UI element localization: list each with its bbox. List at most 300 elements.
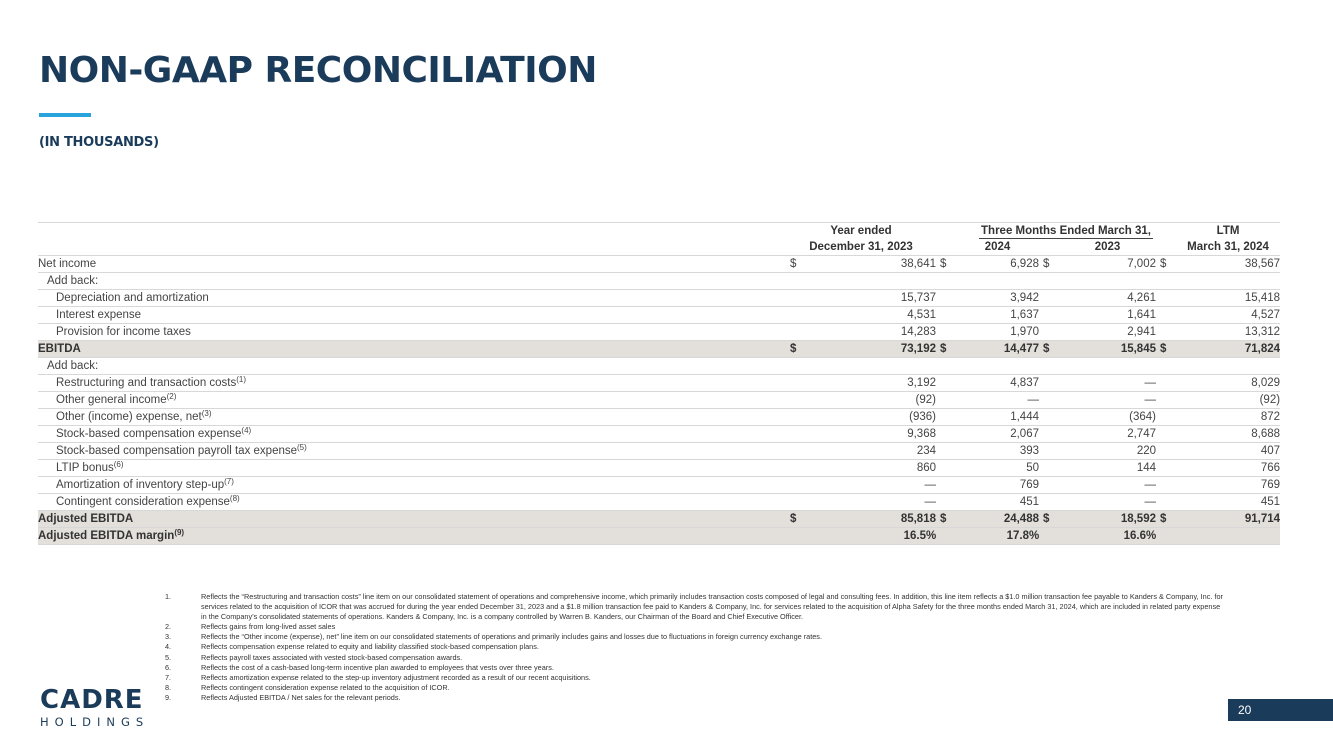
table-row bbox=[38, 528, 1280, 545]
currency-cell bbox=[1156, 290, 1176, 307]
reconciliation-table bbox=[38, 222, 1280, 545]
row-label bbox=[38, 341, 786, 358]
value-text: 451 bbox=[1260, 496, 1281, 508]
footnote-text: Reflects the cost of a cash-based long-term incentive plan awarded to employees that vests over three years. bbox=[201, 662, 554, 672]
currency-cell bbox=[786, 273, 806, 290]
value-cell bbox=[1059, 494, 1156, 511]
currency-cell bbox=[1156, 358, 1176, 375]
currency-cell bbox=[786, 324, 806, 341]
currency-cell bbox=[936, 375, 956, 392]
currency-cell bbox=[1039, 290, 1059, 307]
footnote-text: Reflects amortization expense related to the step-up inventory adjustment recorded as a result of our recent acquisitions. bbox=[201, 672, 591, 682]
footnote-text: Reflects the “Other income (expense), net” line item on our consolidated statements of operations and primarily includes gains and losses due to fluctuations in foreign currency exchange rates. bbox=[201, 632, 822, 642]
company-logo bbox=[40, 687, 149, 729]
row-label-text: Stock-based compensation expense bbox=[56, 428, 242, 440]
value-cell bbox=[806, 409, 936, 426]
currency-cell: $ bbox=[786, 256, 806, 273]
currency-cell bbox=[936, 477, 956, 494]
value-text: 769 bbox=[1019, 479, 1039, 491]
currency-cell bbox=[786, 290, 806, 307]
value-cell bbox=[1059, 443, 1156, 460]
title-accent-bar bbox=[39, 113, 91, 117]
row-label-text: Stock-based compensation payroll tax expense bbox=[56, 445, 298, 457]
footnote-item bbox=[165, 673, 1225, 683]
row-label bbox=[38, 358, 786, 375]
currency-cell bbox=[936, 307, 956, 324]
value-cell bbox=[956, 290, 1039, 307]
value-cell bbox=[1176, 511, 1280, 528]
row-label bbox=[38, 256, 786, 273]
value-cell bbox=[956, 426, 1039, 443]
currency-cell bbox=[936, 494, 956, 511]
table-row bbox=[38, 392, 1280, 409]
value-cell bbox=[1176, 528, 1280, 545]
value-cell bbox=[806, 375, 936, 392]
currency-cell: $ bbox=[1039, 511, 1059, 528]
value-cell bbox=[1176, 273, 1280, 290]
row-label bbox=[38, 392, 786, 409]
footnote-number: 3. bbox=[165, 632, 172, 642]
row-label bbox=[38, 494, 786, 511]
currency-cell bbox=[1039, 460, 1059, 477]
footnote-item bbox=[165, 622, 1225, 632]
currency-cell bbox=[1039, 375, 1059, 392]
row-label bbox=[38, 290, 786, 307]
currency-cell bbox=[1156, 324, 1176, 341]
value-cell bbox=[1059, 528, 1156, 545]
value-text: 71,824 bbox=[1244, 343, 1281, 355]
value-cell bbox=[1059, 426, 1156, 443]
value-cell bbox=[1059, 290, 1156, 307]
currency-cell bbox=[1039, 273, 1059, 290]
value-cell bbox=[1176, 358, 1280, 375]
currency-cell bbox=[1039, 307, 1059, 324]
value-text: 73,192 bbox=[900, 343, 936, 355]
col-header-ltm: LTM bbox=[1176, 223, 1280, 240]
value-text: 769 bbox=[1260, 479, 1281, 491]
value-text: 220 bbox=[1136, 445, 1156, 457]
footnote-number: 5. bbox=[165, 652, 172, 662]
currency-cell bbox=[936, 290, 956, 307]
percent-sign: % bbox=[926, 530, 937, 542]
currency-cell bbox=[1156, 528, 1176, 545]
currency-cell bbox=[1039, 477, 1059, 494]
row-label bbox=[38, 528, 786, 545]
value-cell bbox=[806, 358, 936, 375]
value-cell bbox=[806, 528, 936, 545]
table-row bbox=[38, 256, 1280, 273]
footnote-ref: (5) bbox=[297, 443, 307, 452]
value-cell bbox=[806, 477, 936, 494]
footnote-item bbox=[165, 653, 1225, 663]
value-text: — bbox=[1144, 394, 1156, 406]
value-cell bbox=[806, 443, 936, 460]
value-cell bbox=[1059, 307, 1156, 324]
value-cell bbox=[806, 426, 936, 443]
value-cell bbox=[1176, 375, 1280, 392]
value-cell bbox=[806, 273, 936, 290]
value-text: 407 bbox=[1260, 445, 1281, 457]
currency-cell bbox=[1039, 358, 1059, 375]
value-text: 91,714 bbox=[1244, 513, 1281, 525]
value-text: 4,531 bbox=[907, 309, 936, 321]
footnote-ref: (7) bbox=[224, 477, 234, 486]
currency-cell bbox=[786, 494, 806, 511]
table-row bbox=[38, 375, 1280, 392]
value-cell bbox=[1059, 409, 1156, 426]
row-label-text: Interest expense bbox=[56, 309, 142, 321]
value-text: 8,029 bbox=[1251, 377, 1281, 389]
row-label bbox=[38, 409, 786, 426]
footnote-text: Reflects the “Restructuring and transaction costs” line item on our consolidated statement of operations and comprehensive income, which primarily includes transaction costs composed of legal and consulting fees. In addition, this line item reflects a $1.0 million transaction fee payable to Kanders & Company, Inc. for services related to the acquisition of ICOR that was accrued for during the year ended December 31, 2023 and a $1.8 million transaction fee paid to Kanders & Company, Inc. for services related to the acquisition of Alpha Safety for the three months ended March 31, 2024, which are included in related party expense in the Company’s consolidated statements of operations. Kanders & Company, Inc. is a company controlled by Warren B. Kanders, our Chairman of the Board and Chief Executive Officer. bbox=[201, 592, 1223, 622]
currency-cell: $ bbox=[1156, 511, 1176, 528]
row-label bbox=[38, 511, 786, 528]
row-label bbox=[38, 273, 786, 290]
col-header-2023: 2023 bbox=[1059, 239, 1156, 256]
value-text: 4,527 bbox=[1251, 309, 1281, 321]
value-cell bbox=[1059, 392, 1156, 409]
value-text: 1,444 bbox=[1010, 411, 1039, 423]
percent-sign: % bbox=[1029, 530, 1040, 542]
row-label-text: Amortization of inventory step-up bbox=[56, 479, 225, 491]
col-header-2024: 2024 bbox=[956, 239, 1039, 256]
value-text: — bbox=[1144, 377, 1156, 389]
row-label-text: Provision for income taxes bbox=[56, 326, 191, 338]
currency-cell bbox=[936, 460, 956, 477]
value-cell bbox=[956, 358, 1039, 375]
value-text: 16.6 bbox=[1123, 530, 1146, 542]
value-cell bbox=[956, 341, 1039, 358]
currency-cell: $ bbox=[1039, 341, 1059, 358]
value-text: — bbox=[1027, 394, 1039, 406]
value-text: 15,845 bbox=[1120, 343, 1156, 355]
row-label bbox=[38, 375, 786, 392]
value-cell bbox=[1176, 494, 1280, 511]
value-text: 1,637 bbox=[1010, 309, 1039, 321]
currency-cell: $ bbox=[1156, 341, 1176, 358]
value-text: 17.8 bbox=[1006, 530, 1029, 542]
currency-cell bbox=[786, 443, 806, 460]
table-row bbox=[38, 511, 1280, 528]
value-text: (92) bbox=[1259, 394, 1281, 406]
value-cell bbox=[1059, 341, 1156, 358]
value-text: 144 bbox=[1136, 462, 1156, 474]
currency-cell: $ bbox=[1156, 256, 1176, 273]
currency-cell: $ bbox=[786, 511, 806, 528]
value-text: 7,002 bbox=[1127, 258, 1156, 270]
value-cell bbox=[1059, 375, 1156, 392]
currency-cell: $ bbox=[936, 341, 956, 358]
footnote-number: 7. bbox=[165, 672, 172, 682]
value-text: 1,641 bbox=[1127, 309, 1156, 321]
value-text: 860 bbox=[916, 462, 936, 474]
currency-cell bbox=[1156, 409, 1176, 426]
currency-cell bbox=[786, 307, 806, 324]
footnote-number: 8. bbox=[165, 682, 172, 692]
value-text: 8,688 bbox=[1251, 428, 1281, 440]
currency-cell bbox=[936, 273, 956, 290]
table-row bbox=[38, 290, 1280, 307]
value-cell bbox=[1176, 290, 1280, 307]
value-cell bbox=[956, 324, 1039, 341]
footnote-text: Reflects gains from long-lived asset sales bbox=[201, 622, 336, 632]
value-cell bbox=[806, 341, 936, 358]
value-cell bbox=[1176, 324, 1280, 341]
value-text: 393 bbox=[1019, 445, 1039, 457]
col-header-year-ended: Year ended bbox=[786, 223, 936, 240]
value-text: 85,818 bbox=[900, 513, 936, 525]
currency-cell bbox=[1156, 392, 1176, 409]
value-cell bbox=[956, 392, 1039, 409]
table-row bbox=[38, 358, 1280, 375]
value-cell bbox=[1059, 511, 1156, 528]
table-header-row bbox=[38, 239, 1280, 256]
currency-cell bbox=[1039, 324, 1059, 341]
currency-cell bbox=[786, 426, 806, 443]
footnote-ref: (9) bbox=[174, 528, 185, 537]
currency-cell: $ bbox=[786, 341, 806, 358]
currency-cell bbox=[936, 443, 956, 460]
currency-cell bbox=[786, 409, 806, 426]
currency-cell: $ bbox=[1039, 256, 1059, 273]
page-subtitle: (IN THOUSANDS) bbox=[39, 135, 159, 150]
row-label-text: Contingent consideration expense bbox=[56, 496, 230, 508]
value-text: 3,942 bbox=[1010, 292, 1039, 304]
page-number: 20 bbox=[1228, 699, 1333, 721]
footnote-number: 9. bbox=[165, 692, 172, 702]
row-label-text: Restructuring and transaction costs bbox=[56, 377, 237, 389]
value-cell bbox=[956, 375, 1039, 392]
value-cell bbox=[1059, 477, 1156, 494]
footnote-text: Reflects payroll taxes associated with vested stock-based compensation awards. bbox=[201, 652, 463, 662]
value-text: 2,941 bbox=[1127, 326, 1156, 338]
footnote-text: Reflects Adjusted EBITDA / Net sales for the relevant periods. bbox=[201, 692, 401, 702]
value-text: 13,312 bbox=[1244, 326, 1281, 338]
value-text: 1,970 bbox=[1010, 326, 1039, 338]
value-cell bbox=[956, 528, 1039, 545]
value-text: 2,067 bbox=[1010, 428, 1039, 440]
value-text: 38,641 bbox=[900, 258, 936, 270]
row-label bbox=[38, 460, 786, 477]
col-header-dec-2023: December 31, 2023 bbox=[786, 239, 936, 256]
table-row bbox=[38, 409, 1280, 426]
currency-cell: $ bbox=[936, 256, 956, 273]
value-text: — bbox=[1144, 479, 1156, 491]
table-row bbox=[38, 443, 1280, 460]
value-text: 16.5 bbox=[903, 530, 926, 542]
value-text: 451 bbox=[1019, 496, 1039, 508]
value-text: 3,192 bbox=[907, 377, 936, 389]
value-text: (92) bbox=[915, 394, 936, 406]
row-label bbox=[38, 307, 786, 324]
value-text: (364) bbox=[1129, 411, 1156, 423]
currency-cell bbox=[1039, 409, 1059, 426]
value-text: (936) bbox=[909, 411, 936, 423]
currency-cell bbox=[1039, 443, 1059, 460]
value-text: 9,368 bbox=[907, 428, 936, 440]
value-cell bbox=[956, 409, 1039, 426]
footnote-item bbox=[165, 592, 1225, 622]
value-text: 4,261 bbox=[1127, 292, 1156, 304]
value-cell bbox=[956, 443, 1039, 460]
currency-cell bbox=[1039, 494, 1059, 511]
value-cell bbox=[956, 460, 1039, 477]
value-text: 6,928 bbox=[1010, 258, 1039, 270]
value-text: — bbox=[924, 496, 936, 508]
value-text: 15,418 bbox=[1244, 292, 1281, 304]
value-cell bbox=[806, 290, 936, 307]
footnote-ref: (1) bbox=[236, 375, 247, 384]
footnote-item bbox=[165, 693, 1225, 703]
footnote-number: 1. bbox=[165, 592, 172, 601]
table-row bbox=[38, 477, 1280, 494]
currency-cell bbox=[936, 409, 956, 426]
value-cell bbox=[1176, 341, 1280, 358]
table-row bbox=[38, 460, 1280, 477]
currency-cell bbox=[1039, 392, 1059, 409]
currency-cell bbox=[1156, 477, 1176, 494]
footnote-item bbox=[165, 632, 1225, 642]
footnote-ref: (2) bbox=[166, 392, 177, 401]
row-label-text: Adjusted EBITDA bbox=[38, 513, 134, 525]
currency-cell bbox=[936, 324, 956, 341]
value-cell bbox=[1059, 358, 1156, 375]
value-cell bbox=[1176, 477, 1280, 494]
value-cell bbox=[806, 511, 936, 528]
currency-cell bbox=[786, 358, 806, 375]
currency-cell bbox=[786, 460, 806, 477]
value-text: 18,592 bbox=[1120, 513, 1156, 525]
currency-cell bbox=[936, 392, 956, 409]
value-text: 50 bbox=[1026, 462, 1039, 474]
value-text: 4,837 bbox=[1010, 377, 1039, 389]
page-title: NON-GAAP RECONCILIATION bbox=[39, 50, 597, 91]
value-cell bbox=[1059, 460, 1156, 477]
percent-sign: % bbox=[1146, 530, 1157, 542]
row-label bbox=[38, 443, 786, 460]
value-cell bbox=[1176, 460, 1280, 477]
footnote-item bbox=[165, 642, 1225, 652]
footnote-ref: (8) bbox=[229, 494, 240, 503]
col-header-three-months: Three Months Ended March 31, bbox=[981, 225, 1152, 237]
currency-cell bbox=[1156, 494, 1176, 511]
value-text: — bbox=[924, 479, 936, 491]
row-label-text: Depreciation and amortization bbox=[56, 292, 209, 304]
currency-cell bbox=[1156, 273, 1176, 290]
value-cell bbox=[1176, 409, 1280, 426]
footnote-text: Reflects contingent consideration expense related to the acquisition of ICOR. bbox=[201, 682, 450, 692]
logo-subtext: HOLDINGS bbox=[40, 715, 150, 729]
currency-cell bbox=[1156, 443, 1176, 460]
value-cell bbox=[1059, 256, 1156, 273]
currency-cell bbox=[1156, 460, 1176, 477]
value-cell bbox=[956, 256, 1039, 273]
table-row bbox=[38, 426, 1280, 443]
row-label-text: LTIP bonus bbox=[56, 462, 114, 474]
logo-wordmark: CADRE bbox=[40, 685, 144, 715]
value-cell bbox=[956, 477, 1039, 494]
currency-cell bbox=[786, 375, 806, 392]
currency-cell bbox=[936, 528, 956, 545]
value-cell bbox=[806, 324, 936, 341]
value-text: 2,747 bbox=[1127, 428, 1156, 440]
table-row bbox=[38, 341, 1280, 358]
table-row bbox=[38, 273, 1280, 290]
row-label bbox=[38, 477, 786, 494]
value-text: 14,283 bbox=[900, 326, 936, 338]
row-label-text: Net income bbox=[38, 258, 97, 270]
footnote-item bbox=[165, 663, 1225, 673]
footnote-number: 2. bbox=[165, 622, 172, 632]
footnote-number: 6. bbox=[165, 662, 172, 672]
row-label bbox=[38, 426, 786, 443]
value-cell bbox=[1176, 307, 1280, 324]
row-label-text: Other general income bbox=[56, 394, 167, 406]
currency-cell bbox=[1039, 528, 1059, 545]
footnote-ref: (3) bbox=[201, 409, 212, 418]
footnote-ref: (6) bbox=[113, 460, 124, 469]
value-text: 872 bbox=[1260, 411, 1281, 423]
value-text: 24,488 bbox=[1003, 513, 1039, 525]
value-text: 15,737 bbox=[900, 292, 936, 304]
value-text: 38,567 bbox=[1244, 258, 1281, 270]
value-cell bbox=[1059, 324, 1156, 341]
value-cell bbox=[806, 307, 936, 324]
currency-cell bbox=[1156, 375, 1176, 392]
footnote-ref: (4) bbox=[241, 426, 252, 435]
value-cell bbox=[956, 494, 1039, 511]
footnote-item bbox=[165, 683, 1225, 693]
table-row bbox=[38, 324, 1280, 341]
row-label-text: Other (income) expense, net bbox=[56, 411, 202, 423]
value-cell bbox=[1176, 392, 1280, 409]
footnote-number: 4. bbox=[165, 642, 172, 652]
currency-cell bbox=[936, 426, 956, 443]
row-label-text: Add back: bbox=[47, 360, 99, 372]
value-text: — bbox=[1144, 496, 1156, 508]
value-text: 234 bbox=[916, 445, 936, 457]
footnotes bbox=[165, 592, 1225, 703]
currency-cell bbox=[786, 528, 806, 545]
table-header-row bbox=[38, 223, 1280, 240]
value-cell bbox=[956, 273, 1039, 290]
col-header-mar-2024: March 31, 2024 bbox=[1176, 239, 1280, 256]
table-row bbox=[38, 307, 1280, 324]
row-label bbox=[38, 324, 786, 341]
currency-cell bbox=[1156, 307, 1176, 324]
value-text: 766 bbox=[1260, 462, 1281, 474]
value-cell bbox=[806, 494, 936, 511]
row-label-text: Add back: bbox=[47, 275, 99, 287]
row-label-text: Adjusted EBITDA margin bbox=[38, 530, 175, 542]
value-cell bbox=[1059, 273, 1156, 290]
row-label-text: EBITDA bbox=[38, 343, 81, 355]
value-cell bbox=[806, 392, 936, 409]
currency-cell bbox=[786, 392, 806, 409]
footnote-text: Reflects compensation expense related to equity and liability classified stock-based compensation plans. bbox=[201, 642, 539, 652]
value-cell bbox=[1176, 443, 1280, 460]
value-cell bbox=[956, 511, 1039, 528]
value-cell bbox=[1176, 426, 1280, 443]
currency-cell bbox=[1039, 426, 1059, 443]
currency-cell bbox=[936, 358, 956, 375]
value-cell bbox=[1176, 256, 1280, 273]
currency-cell bbox=[786, 477, 806, 494]
value-cell bbox=[956, 307, 1039, 324]
currency-cell: $ bbox=[936, 511, 956, 528]
table-row bbox=[38, 494, 1280, 511]
value-text: 14,477 bbox=[1003, 343, 1039, 355]
